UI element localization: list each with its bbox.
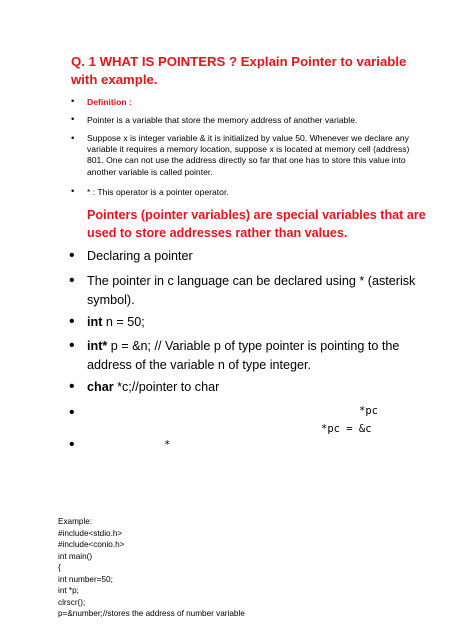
bullet-dot: •	[69, 272, 75, 289]
int-declaration-rest: n = 50;	[102, 315, 145, 329]
code-line: {	[58, 563, 61, 572]
pointer-explanation-text: Suppose x is integer variable & it is initialized by value 50. Whenever we declare any variable it requires a memory location, suppose x is located at memory cell (address) 801. One can not use the address directly so far that one has to store this value into another variable is called pointer.	[87, 133, 410, 177]
code-line: p=&number;//stores the address of number variable	[58, 609, 245, 618]
code-line: clrscr();	[58, 597, 86, 607]
pointer-definition-text: Pointer is a variable that store the memory address of another variable.	[87, 115, 358, 125]
int-pointer-rest: p = &n; // Variable p of type pointer is pointing to the address of the variable n of type integer.	[87, 339, 400, 372]
bullet-dot: •	[69, 247, 75, 264]
code-line: #include<stdio.h>	[58, 528, 123, 538]
bullet-dot: •	[69, 313, 75, 330]
bullet-dot: •	[71, 186, 75, 197]
highlight-statement: Pointers (pointer variables) are special variables that are used to store addresses rather than values.	[87, 208, 426, 240]
bullet-dot: •	[69, 337, 75, 354]
declared-using-text: The pointer in c language can be declared using * (asterisk symbol).	[87, 274, 416, 307]
int-keyword: int	[87, 315, 103, 329]
bullet-dot: •	[69, 378, 75, 395]
lone-asterisk: *	[164, 439, 171, 451]
declaring-pointer-text: Declaring a pointer	[87, 249, 193, 263]
bullet-dot: •	[71, 133, 75, 144]
int-declaration-line	[87, 313, 427, 332]
example-block	[58, 516, 358, 620]
star-pc-assign-text: *pc = &c	[321, 423, 372, 435]
char-pointer-line	[87, 378, 427, 397]
bullet-dot: •	[71, 96, 75, 107]
question-title: Q. 1 WHAT IS POINTERS ? Explain Pointer to variable with example.	[71, 54, 407, 87]
definition-label: Definition :	[87, 97, 132, 107]
bullet-dot: •	[69, 404, 75, 421]
char-keyword: char	[87, 380, 114, 394]
bullet-dot: •	[69, 436, 75, 453]
example-label: Example:	[58, 517, 93, 526]
code-line: int main()	[58, 551, 93, 561]
code-line: #include<conio.h>	[58, 540, 125, 549]
code-line: int number=50;	[58, 574, 113, 584]
code-line: int *p;	[58, 586, 79, 595]
star-pc-text: *pc	[359, 405, 378, 417]
char-pointer-rest: *c;//pointer to char	[113, 380, 220, 394]
pointer-operator-text: * : This operator is a pointer operator.	[87, 187, 229, 197]
int-pointer-keyword: int*	[87, 339, 108, 353]
int-pointer-line	[87, 337, 427, 375]
bullet-dot: •	[71, 114, 75, 125]
